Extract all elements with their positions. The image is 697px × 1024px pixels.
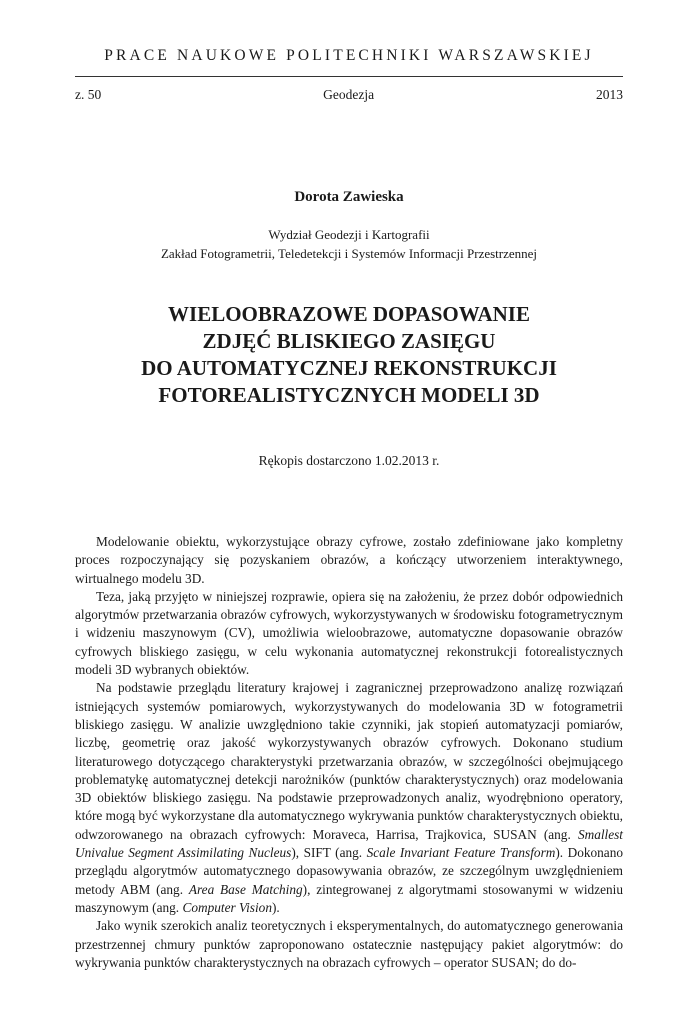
header-rule [75,76,623,77]
title-line: DO AUTOMATYCZNEJ REKONSTRUKCJI [141,356,557,380]
italic-term: Area Base Matching [188,881,303,897]
paper-page [75,40,623,972]
text-run: Modelowanie obiektu, wykorzystujące obrazy cyfrowe, zostało zdefiniowane jako kompletny proces rozpoczynający się pozyskaniem obrazów, a kończący utworzeniem interaktywnego, wirtualnego modelu 3D. [75,534,623,586]
text-run: ), zintegrowanej z algorytmami stosowanymi w widzeniu maszynowym (ang. [75,881,623,915]
text-run: Na podstawie przeglądu literatury krajowej i zagranicznej przeprowadzono analizę rozwiązań istniejących systemów pomiarowych, wykorzystywanych do modelowania 3D w fotogrametrii bliskiego zasięgu. W analizie uwzględniono takie czynniki, jak stopień automatyzacji pomiarów, liczbę, geometrię oraz jakość wykorzystywanych obrazów cyfrowych. Dokonano studium literaturowego dotyczącego charakterystyki przetwarzania obrazów, w szczególności obejmującego problematykę automatycznej detekcji narożników (punktów charakterystycznych) oraz modelowania 3D obiektów bliskiego zasięgu. Na podstawie przeprowadzonych analiz, wyodrębniono operatory, które mogą być wykorzystane dla automatycznego wykrywania punktów charakterystycznych obiektu, odwzorowanego na obrazach cyfrowych: Moraveca, Harrisa, Trajkovica, SUSAN (ang. [75,680,623,842]
received-date: Rękopis dostarczono 1.02.2013 r. [258,453,440,468]
text-run: ). Dokonano przeglądu algorytmów automatycznego dopasowywania obrazów, ze szczególnym uwzględnieniem metody ABM (ang. [75,845,623,897]
issue-number: z. 50 [75,87,102,102]
issue-year: 2013 [596,87,623,102]
body-paragraph [75,533,623,588]
affiliation-faculty: Wydział Geodezji i Kartografii [268,227,430,242]
text-run: Teza, jaką przyjęto w niniejszej rozprawie, opiera się na założeniu, że przez dobór odpowiednich algorytmów przetwarzania obrazów cyfrowych, wykorzystywanych w środowisku fotogrametrycznym i widzeniu maszynowym (CV), umożliwia wieloobrazowe, automatyczne dopasowanie obrazów cyfrowych bliskiego zasięgu, w celu wykonania automatycznej rekonstrukcji fotorealistycznych modeli 3D wybranych obiektów. [75,588,623,678]
text-run: ), SIFT (ang. [291,845,367,861]
text-run: ). [271,899,280,915]
italic-term: Computer Vision [182,899,272,915]
body-paragraph [75,679,623,917]
journal-title: PRACE NAUKOWE POLITECHNIKI WARSZAWSKIEJ [104,47,594,64]
title-line: FOTOREALISTYCZNYCH MODELI 3D [158,383,540,407]
author-name: Dorota Zawieska [294,189,404,205]
title-line: WIELOOBRAZOWE DOPASOWANIE [168,302,530,326]
series-name: Geodezja [323,87,375,102]
affiliation [75,225,623,263]
text-run: Jako wynik szerokich analiz teoretycznych i eksperymentalnych, do automatycznego generowania przestrzennej chmury punktów zaproponowano ostatecznie następujący pakiet algorytmów: do wykrywania punktów charakterystycznych na obrazach cyfrowych – operator SUSAN; do do- [75,918,623,970]
title-line: ZDJĘĆ BLISKIEGO ZASIĘGU [202,329,496,353]
body-paragraph [75,917,623,972]
body-paragraph [75,588,623,679]
abstract-body [75,533,623,972]
affiliation-department: Zakład Fotogrametrii, Teledetekcji i Systemów Informacji Przestrzennej [160,246,538,261]
paper-title [75,301,623,409]
italic-term: Scale Invariant Feature Transform [366,845,556,861]
issue-line [75,86,623,104]
italic-term: Smallest Univalue Segment Assimilating Nucleus [75,826,623,861]
